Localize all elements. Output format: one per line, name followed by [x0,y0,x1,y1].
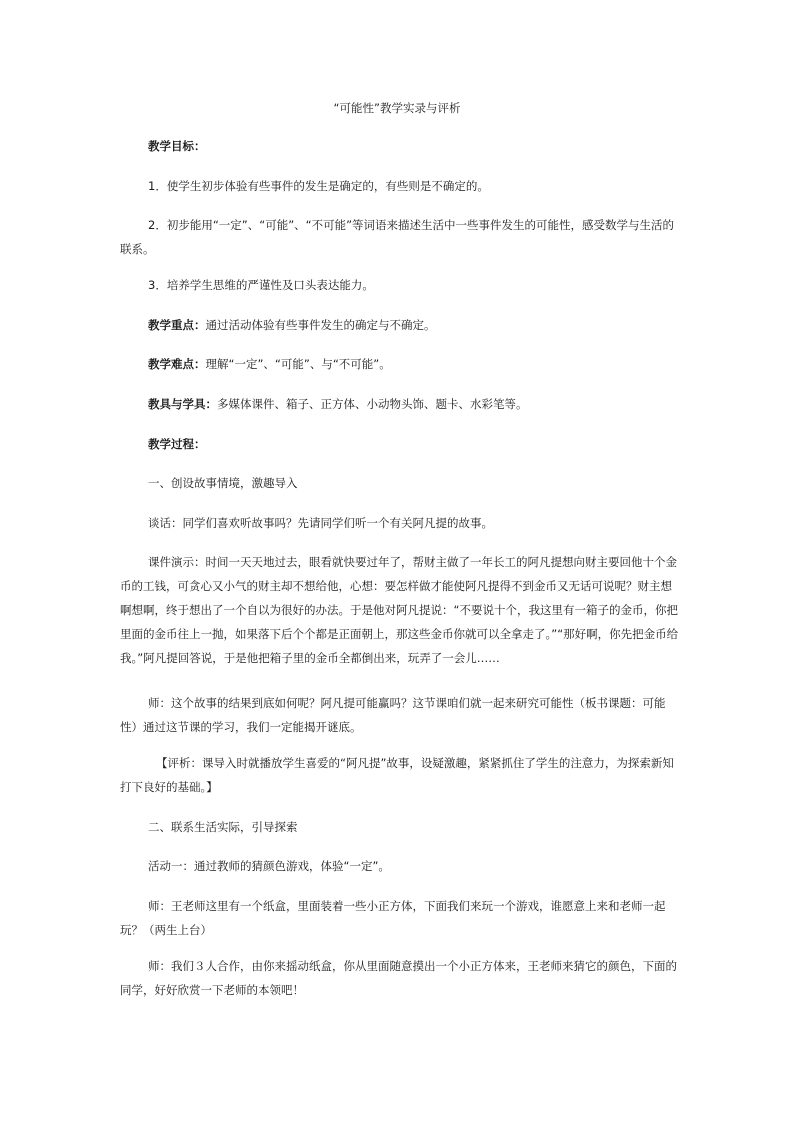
key-point [120,313,680,337]
section-1-heading: 一、创设故事情境，激趣导入 [148,476,298,490]
materials [120,392,680,416]
story-paragraph: 课件演示：时间一天天地过去，眼看就快要过年了，帮财主做了一年长工的阿凡提想向财主要回他十个金币的工钱，可贪心又小气的财主却不想给他，心想：要怎样做才能使阿凡提得不到金币又无话可说呢？财主想啊想啊，终于想出了一个自以为很好的办法。于是他对阿凡提说：“不要说十个，我这里有一箱子的金币，你把里面的金币往上一抛，如果落下后个个都是正面朝上，那这些金币你就可以全拿走了。”“那好啊，你先把金币给我。”阿凡提回答说，于是他把箱子里的金币全都倒出来，玩弄了一会儿…… [120,555,679,665]
document-title: “可能性”教学实录与评析 [333,101,461,115]
teacher-paragraph-1: 师：这个故事的结果到底如何呢？阿凡提可能赢吗？这节课咱们就一起来研究可能性（板书课题：可能性）通过这节课的学习，我们一定能揭开谜底。 [120,696,666,734]
difficulty-label: 教学难点： [148,357,206,371]
process-heading: 教学过程： [148,437,206,451]
teacher-paragraph-3: 师：我们３人合作，由你来摇动纸盒，你从里面随意摸出一个小正方体来，王老师来猜它的颜色，下面的同学，好好欣赏一下老师的本领吧！ [120,959,677,997]
key-text: 通过活动体验有些事件发生的确定与不确定。 [205,318,436,332]
goal-2: 2．初步能用“一定”、“可能”、“不可能”等词语来描述生活中一些事件发生的可能性，感受数学与生活的联系。 [120,218,675,256]
goals-heading: 教学目标： [148,139,206,153]
teacher-paragraph-2: 师：王老师这里有一个纸盒，里面装着一些小正方体，下面我们来玩一个游戏，谁愿意上来和老师一起玩？（两生上台） [120,899,666,937]
difficulty-point [120,352,680,376]
difficulty-text: 理解“一定”、“可能”、与“不可能”。 [205,357,391,371]
talk-paragraph: 谈话：同学们喜欢听故事吗？先请同学们听一个有关阿凡提的故事。 [148,516,493,530]
activity-1: 活动一：通过教师的猜颜色游戏，体验“一定”。 [148,859,390,873]
section-2-heading: 二、联系生活实际，引导探索 [148,820,298,834]
materials-text: 多媒体课件、箱子、正方体、小动物头饰、题卡、水彩笔等。 [217,397,528,411]
materials-label: 教具与学具： [148,397,217,411]
goal-3: 3．培养学生思维的严谨性及口头表达能力。 [148,278,374,292]
goal-1: 1．使学生初步体验有些事件的发生是确定的，有些则是不确定的。 [148,179,489,193]
key-label: 教学重点： [148,318,206,332]
evaluation-paragraph: 【评析：课导入时就播放学生喜爱的“阿凡提”故事，设疑激趣，紧紧抓住了学生的注意力，为探索新知打下良好的基础。】 [120,756,674,794]
